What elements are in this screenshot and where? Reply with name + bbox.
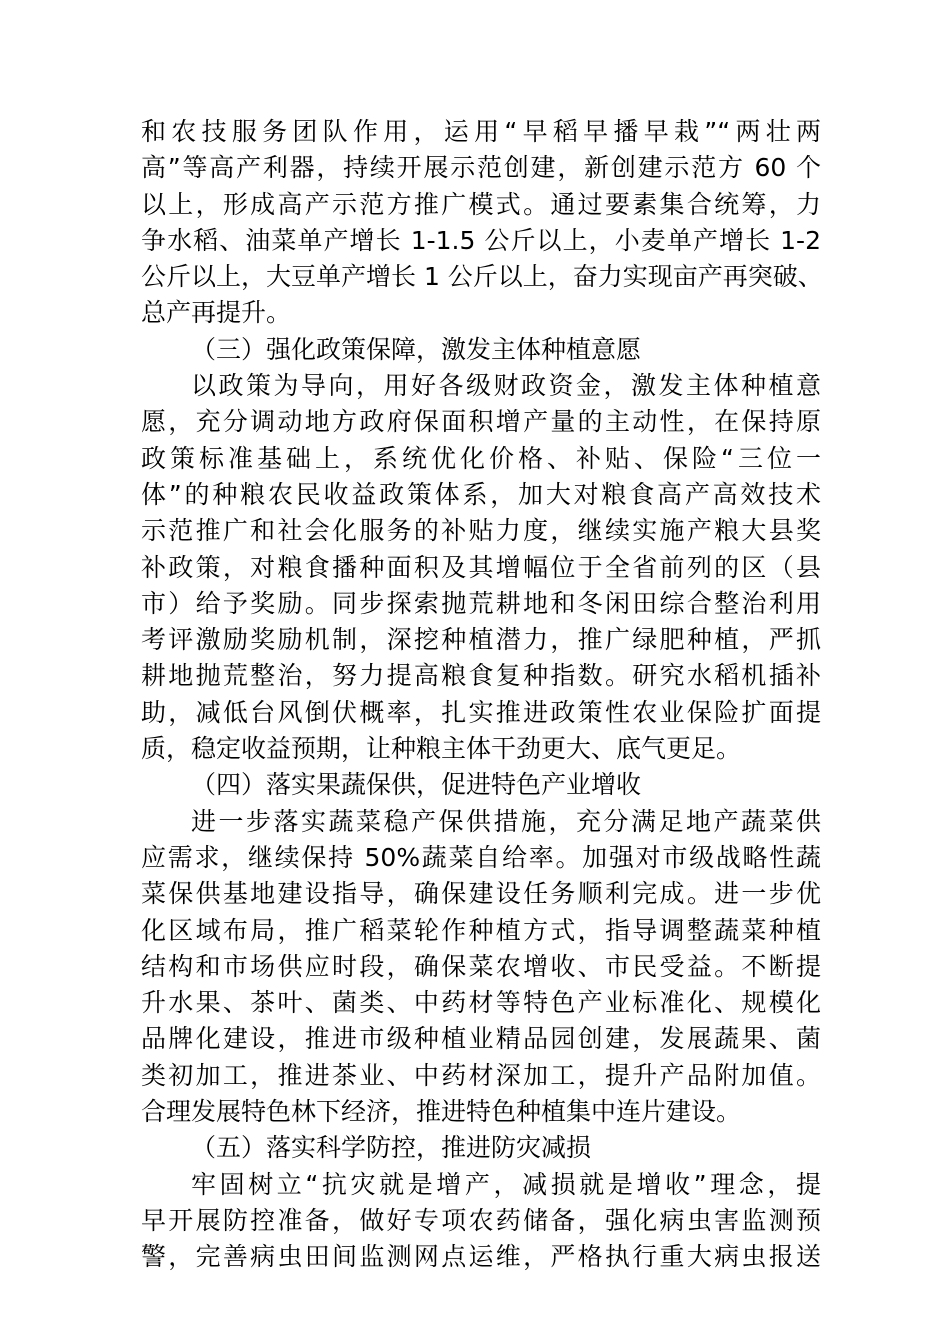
- body-line: 总产再提升。: [141, 298, 292, 328]
- section-heading-5: （五）落实科学防控，推进防灾减损: [191, 1133, 592, 1163]
- body-line: 补政策，对粮食播种面积及其增幅位于全省前列的区（县: [141, 552, 821, 582]
- document-body: [141, 114, 821, 1276]
- body-line: 考评激励奖励机制，深挖种植潜力，推广绿肥种植，严抓: [141, 625, 821, 655]
- body-line: 体”的种粮农民收益政策体系，加大对粮食高产高效技术: [141, 479, 821, 509]
- body-line: 耕地抛荒整治，努力提高粮食复种指数。研究水稻机插补: [141, 661, 821, 691]
- body-line: 和农技服务团队作用，运用“早稻早播早栽”“两壮两: [141, 117, 821, 146]
- body-line: 市）给予奖励。同步探索抛荒耕地和冬闲田综合整治利用: [141, 588, 821, 618]
- body-line: 高”等高产利器，持续开展示范创建，新创建示范方 60 个: [141, 153, 821, 183]
- body-line: 进一步落实蔬菜稳产保供措施，充分满足地产蔬菜供: [191, 806, 821, 836]
- body-line: 结构和市场供应时段，确保菜农增收、市民受益。不断提: [141, 951, 821, 981]
- body-line: 质，稳定收益预期，让种粮主体干劲更大、底气更足。: [141, 734, 742, 764]
- body-line: 以政策为导向，用好各级财政资金，激发主体种植意: [191, 371, 821, 401]
- section-heading-4: （四）落实果蔬保供，促进特色产业增收: [191, 770, 642, 800]
- body-line: 公斤以上，大豆单产增长 1 公斤以上，奋力实现亩产再突破、: [141, 262, 823, 292]
- section-heading-3: （三）强化政策保障，激发主体种植意愿: [191, 334, 642, 364]
- body-line: 合理发展特色林下经济，推进特色种植集中连片建设。: [141, 1097, 742, 1127]
- body-line: 菜保供基地建设指导，确保建设任务顺利完成。进一步优: [141, 879, 821, 909]
- body-line: 类初加工，推进茶业、中药材深加工，提升产品附加值。: [141, 1060, 821, 1090]
- body-line: 警，完善病虫田间监测网点运维，严格执行重大病虫报送: [141, 1242, 821, 1272]
- body-line: 牢固树立“抗灾就是增产，减损就是增收”理念，提: [191, 1169, 821, 1199]
- body-line: 应需求，继续保持 50%蔬菜自给率。加强对市级战略性蔬: [141, 842, 821, 872]
- body-line: 政策标准基础上，系统优化价格、补贴、保险“三位一: [141, 443, 821, 473]
- body-line: 愿，充分调动地方政府保面积增产量的主动性，在保持原: [141, 407, 821, 437]
- body-line: 示范推广和社会化服务的补贴力度，继续实施产粮大县奖: [141, 516, 821, 546]
- body-line: 争水稻、油菜单产增长 1-1.5 公斤以上，小麦单产增长 1-2: [141, 225, 821, 255]
- body-line: 早开展防控准备，做好专项农药储备，强化病虫害监测预: [141, 1205, 821, 1235]
- body-line: 助，减低台风倒伏概率，扎实推进政策性农业保险扩面提: [141, 697, 821, 727]
- body-line: 以上，形成高产示范方推广模式。通过要素集合统筹，力: [141, 189, 821, 219]
- body-line: 化区域布局，推广稻菜轮作种植方式，指导调整蔬菜种植: [141, 915, 821, 945]
- body-line: 品牌化建设，推进市级种植业精品园创建，发展蔬果、菌: [141, 1024, 821, 1054]
- body-line: 升水果、茶叶、菌类、中药材等特色产业标准化、规模化: [141, 988, 821, 1018]
